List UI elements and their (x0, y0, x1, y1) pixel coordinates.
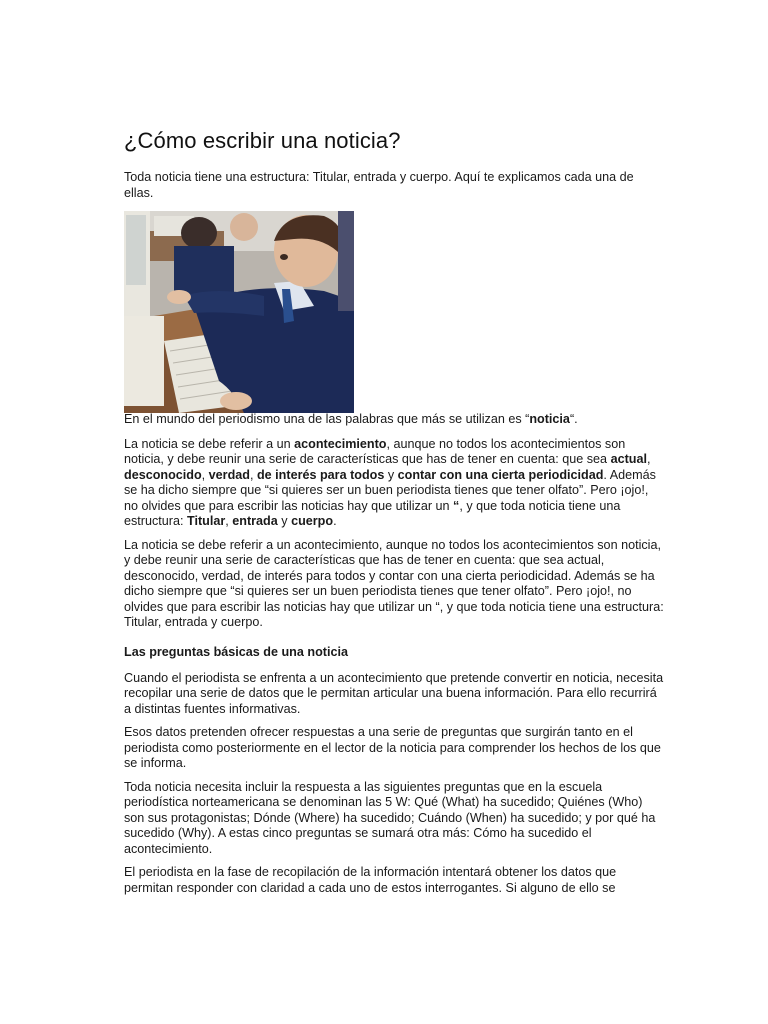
paragraph-1: La noticia se debe referir a un acontecimiento, aunque no todos los acontecimientos son noticia, y debe reunir una serie de características que has de tener en cuenta: que sea actual, desconocido, verdad, de interés para todos y contar con una cierta periodicidad. Además se ha dicho siempre que “si quieres ser un buen periodista tienes que tener olfato”. Pero ¡ojo!, no olvides que para escribir las noticias hay que utilizar un “, y que toda noticia tiene una estructura: Titular, entrada y cuerpo. (124, 436, 656, 528)
page-title: ¿Cómo escribir una noticia? (124, 128, 401, 153)
section-heading: Las preguntas básicas de una noticia (124, 644, 348, 659)
caption-bold-word: noticia (529, 412, 570, 426)
caption-text-end: “. (569, 412, 578, 426)
student-at-computer-photo (124, 211, 354, 413)
paragraph-3: Cuando el periodista se enfrenta a un acontecimiento que pretende convertir en noticia, necesita recopilar una serie de datos que le permitan articular una buena información. Para ello recurrirá a distintas fuentes informativas. (124, 670, 664, 716)
paragraph-2: La noticia se debe referir a un acontecimiento, aunque no todos los acontecimientos son noticia, y debe reunir una serie de características que has de tener en cuenta: que sea actual, desconocido, verdad, de interés para todos y contar con una cierta periodicidad. Además se ha dicho siempre que “si quieres ser un buen periodista tienes que tener olfato”. Pero ¡ojo!, no olvides que para escribir las noticias hay que utilizar un “, y que toda noticia tiene una estructura: Titular, entrada y cuerpo. (124, 537, 664, 629)
intro-paragraph: Toda noticia tiene una estructura: Titular, entrada y cuerpo. Aquí te explicamos cada una de ellas. (124, 170, 634, 200)
paragraph-5: Toda noticia necesita incluir la respuesta a las siguientes preguntas que en la escuela periodística norteamericana se denominan las 5 W: Qué (What) ha sucedido; Quiénes (Who) son sus protagonistas; Dónde (Where) ha sucedido; Cuándo (When) ha sucedido; y por qué ha sucedido (Why). A estas cinco preguntas se sumará otra más: Cómo ha sucedido el acontecimiento. (124, 779, 656, 856)
caption-paragraph (124, 412, 664, 428)
paragraph-4: Esos datos pretenden ofrecer respuestas a una serie de preguntas que surgirán tanto en el periodista como posteriormente en el lector de la noticia para comprender los hechos de los que se informa. (124, 725, 661, 770)
caption-text: En el mundo del periodismo una de las palabras que más se utilizan es “ (124, 412, 530, 426)
paragraph-6: El periodista en la fase de recopilación de la información intentará obtener los datos que permitan responder con claridad a cada uno de estos interrogantes. Si alguno de ello se (124, 865, 617, 895)
document-page (124, 128, 664, 904)
